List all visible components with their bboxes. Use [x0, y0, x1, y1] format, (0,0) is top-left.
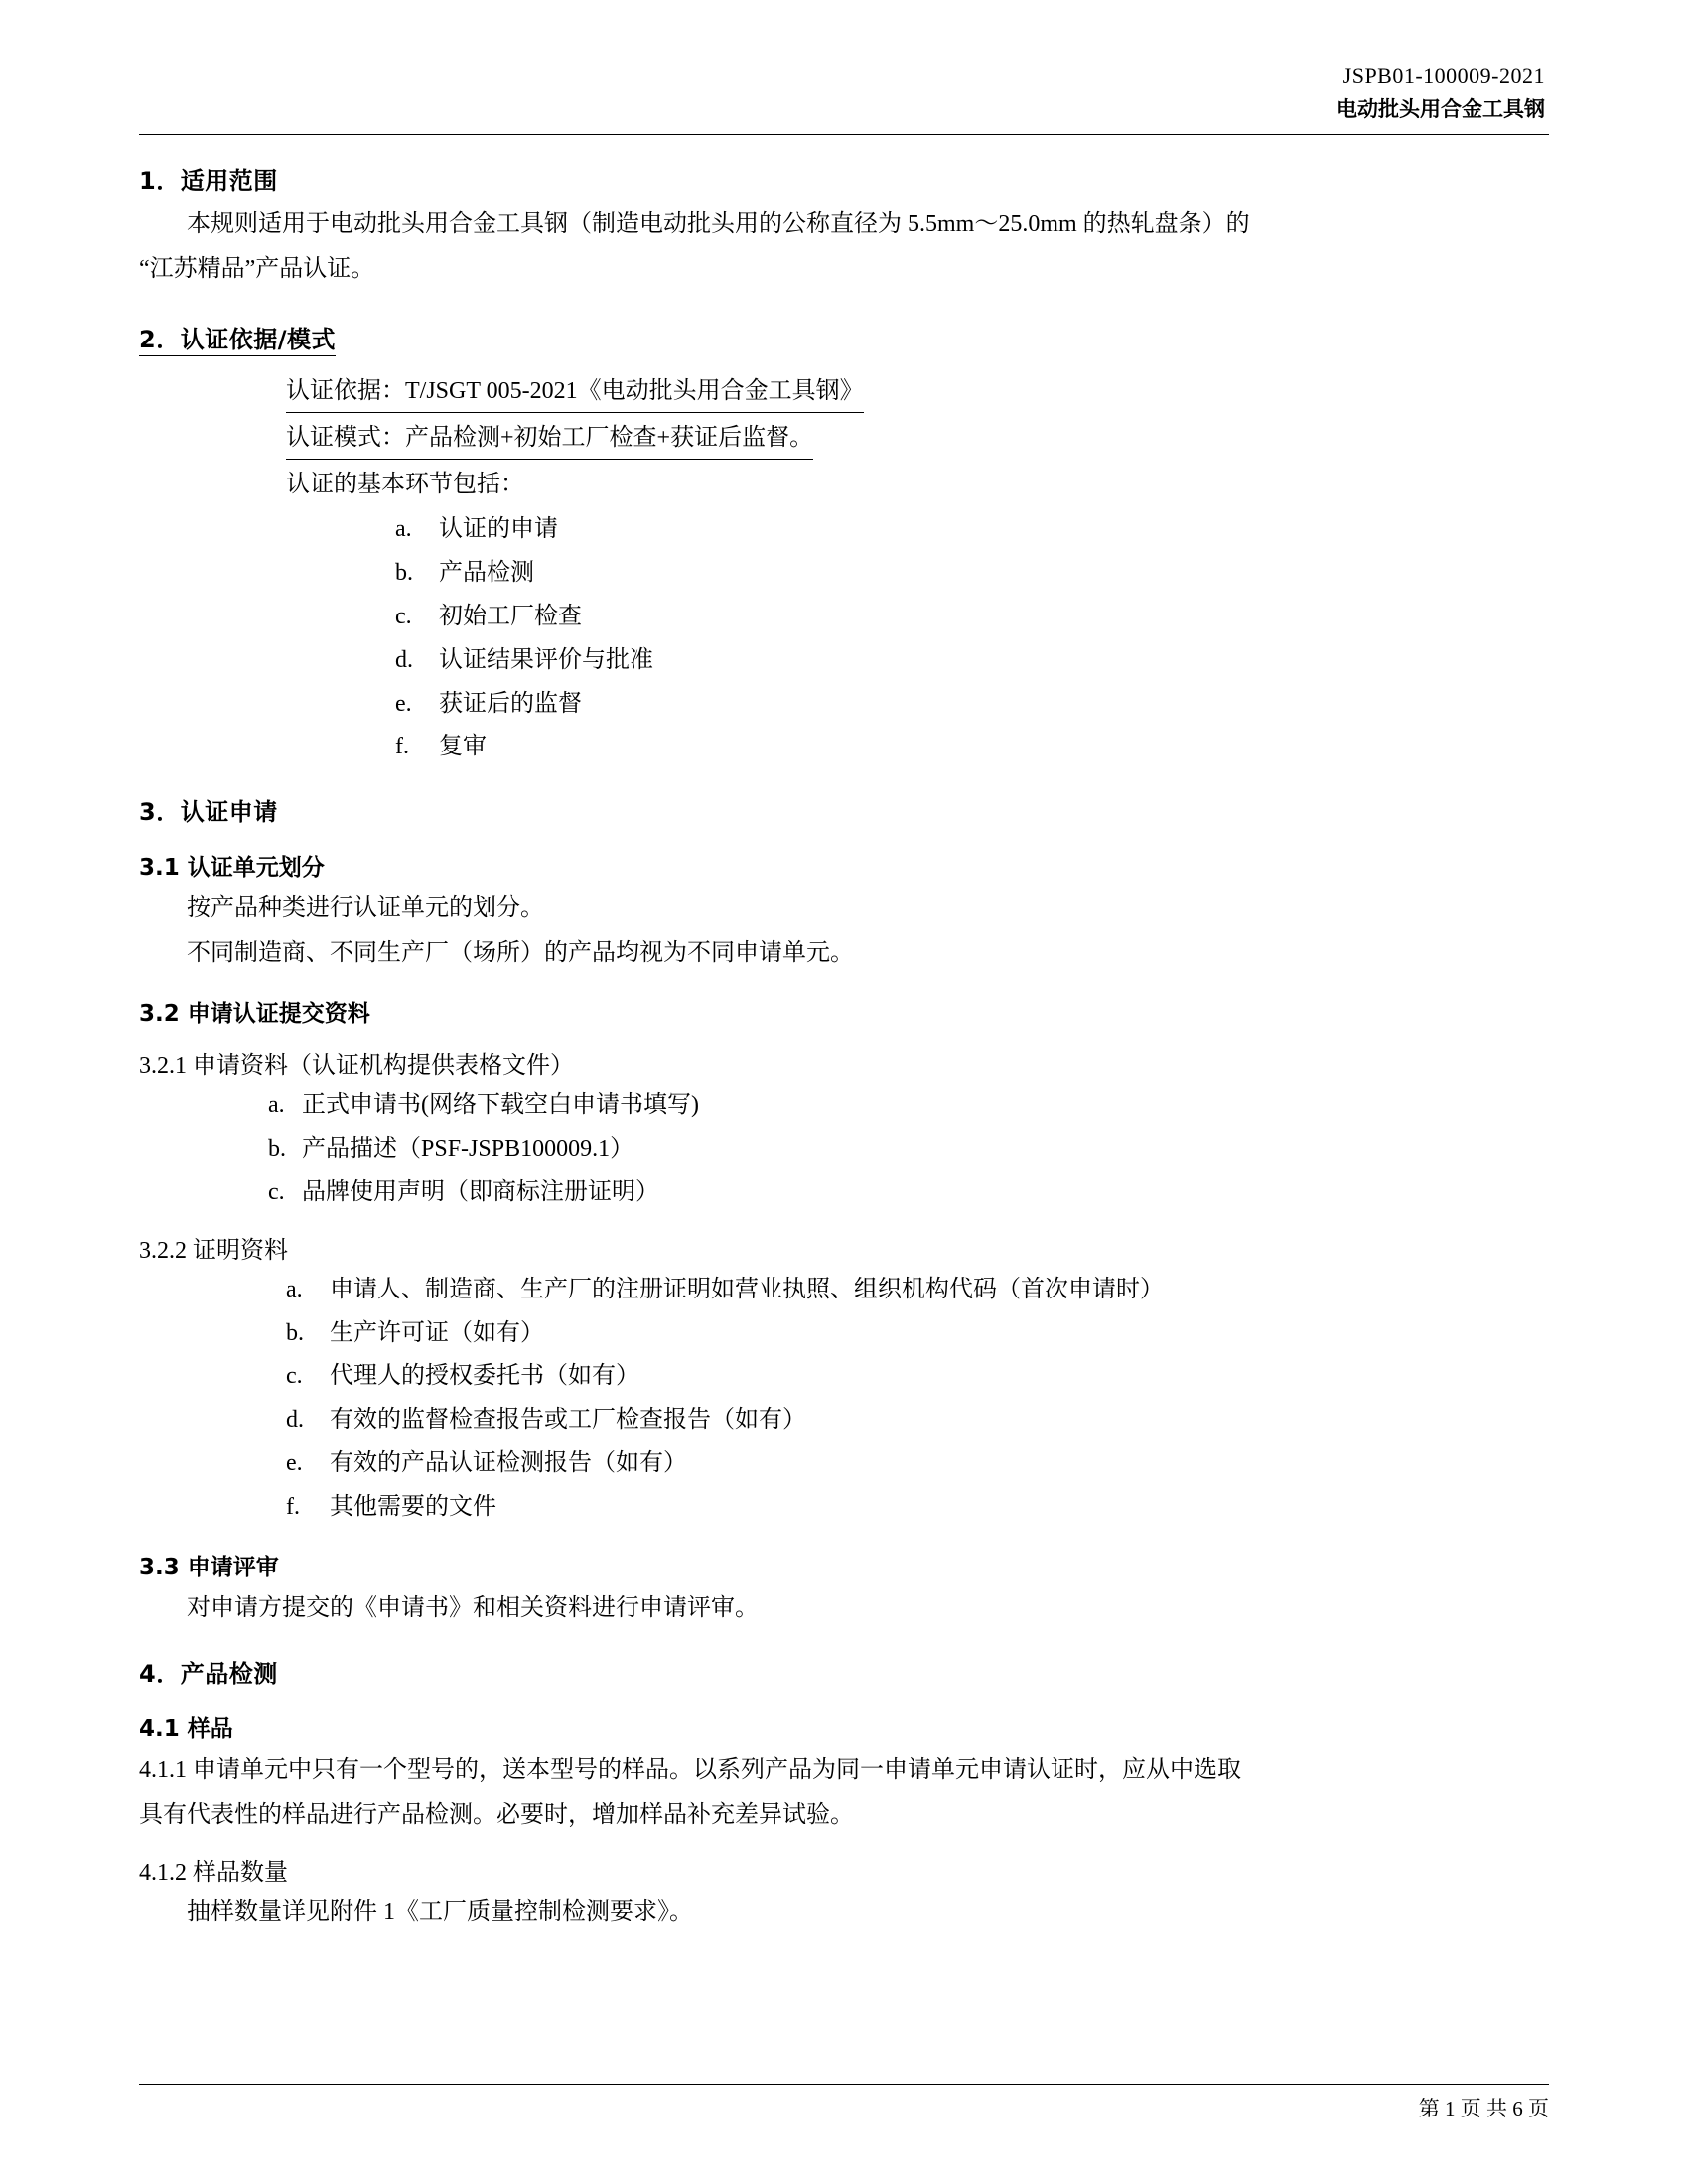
section-1-paragraph-1: 本规则适用于电动批头用合金工具钢（制造电动批头用的公称直径为 5.5mm～25.0mm 的热轧盘条）的: [187, 210, 1250, 237]
list-text: 其他需要的文件: [330, 1494, 496, 1521]
certification-basis: 认证依据：T/JSGT 005-2021《电动批头用合金工具钢》: [286, 372, 864, 413]
list-item: [268, 1130, 1549, 1168]
list-item: [268, 1173, 1549, 1212]
certification-mode-wrap: [286, 419, 1549, 460]
list-marker: c.: [268, 1178, 285, 1205]
list-marker: a.: [395, 516, 412, 543]
list-marker: f.: [286, 1494, 300, 1521]
list-text: 产品描述（PSF-JSPB100009.1）: [302, 1135, 634, 1161]
list-item: [395, 685, 1549, 724]
list-text: 认证的申请: [439, 516, 558, 543]
list-text: 代理人的授权委托书（如有）: [330, 1363, 639, 1390]
list-marker: b.: [286, 1319, 304, 1346]
list-item: [286, 1314, 1549, 1353]
list-text: 申请人、制造商、生产厂的注册证明如营业执照、组织机构代码（首次申请时）: [330, 1276, 1164, 1302]
list-marker: a.: [268, 1092, 285, 1119]
document-header: [139, 60, 1549, 126]
section-3-2-1-title: 3.2.1 申请资料（认证机构提供表格文件）: [139, 1053, 574, 1080]
section-3-2-title: 3.2 申请认证提交资料: [139, 1001, 370, 1027]
section-1-title: 1．适用范围: [139, 166, 278, 195]
list-marker: e.: [395, 690, 412, 717]
list-marker: b.: [395, 559, 413, 586]
header-divider: [139, 134, 1549, 135]
section-3-title: 3．认证申请: [139, 798, 278, 827]
list-marker: d.: [286, 1407, 304, 1433]
section-2-title-wrap: [139, 294, 1549, 366]
list-marker: b.: [268, 1135, 286, 1161]
document-code: JSPB01-100009-2021: [1342, 64, 1545, 88]
section-4-1-2-paragraph-1: 抽样数量详见附件 1《工厂质量控制检测要求》。: [187, 1898, 693, 1925]
section-3-1-title: 3.1 认证单元划分: [139, 855, 325, 882]
document-footer: [139, 2084, 1549, 2122]
section-4-1-title: 4.1 样品: [139, 1715, 233, 1742]
list-item: [286, 1401, 1549, 1439]
list-text: 有效的产品认证检测报告（如有）: [330, 1450, 687, 1477]
list-text: 初始工厂检查: [439, 603, 582, 629]
section-4-1-1-paragraph-2: 具有代表性的样品进行产品检测。必要时，增加样品补充差异试验。: [139, 1801, 854, 1828]
list-item: [395, 598, 1549, 636]
section-3-3-title: 3.3 申请评审: [139, 1554, 279, 1580]
list-item: [395, 728, 1549, 766]
list-text: 复审: [439, 734, 487, 760]
list-text: 认证结果评价与批准: [439, 646, 653, 673]
section-2-title: 2．认证依据/模式: [139, 320, 336, 356]
certification-basis-wrap: [286, 372, 1549, 413]
list-text: 产品检测: [439, 559, 534, 586]
section-3-2-2-title: 3.2.2 证明资料: [139, 1237, 288, 1264]
list-text: 正式申请书(网络下载空白申请书填写): [302, 1092, 699, 1119]
proof-materials-list: [286, 1271, 1549, 1527]
list-text: 有效的监督检查报告或工厂检查报告（如有）: [330, 1407, 806, 1433]
list-text: 品牌使用声明（即商标注册证明）: [302, 1178, 659, 1205]
list-text: 生产许可证（如有）: [330, 1319, 544, 1346]
section-4-title: 4．产品检测: [139, 1659, 278, 1688]
section-1-paragraph-2: “江苏精品”产品认证。: [139, 255, 375, 282]
certification-steps-list: [395, 510, 1549, 766]
list-marker: c.: [395, 603, 412, 629]
list-marker: a.: [286, 1276, 303, 1302]
list-item: [286, 1488, 1549, 1527]
section-4-1-1-paragraph-1: 4.1.1 申请单元中只有一个型号的，送本型号的样品。以系列产品为同一申请单元申请认证时，应从中选取: [139, 1756, 1241, 1783]
list-item: [268, 1086, 1549, 1125]
list-text: 获证后的监督: [439, 690, 582, 717]
list-item: [395, 554, 1549, 593]
section-4-1-2-title: 4.1.2 样品数量: [139, 1859, 288, 1886]
list-item: [286, 1444, 1549, 1483]
certification-mode: 认证模式：产品检测+初始工厂检查+获证后监督。: [286, 419, 813, 460]
list-item: [286, 1271, 1549, 1309]
footer-divider: [139, 2084, 1549, 2085]
page-number: 第 1 页 共 6 页: [1418, 2097, 1549, 2120]
list-item: [395, 510, 1549, 549]
list-item: [395, 641, 1549, 680]
list-marker: c.: [286, 1363, 303, 1390]
list-marker: f.: [395, 734, 409, 760]
list-item: [286, 1357, 1549, 1396]
section-3-3-paragraph-1: 对申请方提交的《申请书》和相关资料进行申请评审。: [187, 1594, 759, 1621]
application-materials-list: [268, 1086, 1549, 1212]
certification-steps-lead: 认证的基本环节包括：: [286, 472, 524, 498]
document-subtitle: 电动批头用合金工具钢: [1336, 97, 1545, 122]
section-3-1-paragraph-1: 按产品种类进行认证单元的划分。: [187, 895, 544, 922]
list-marker: e.: [286, 1450, 303, 1477]
list-marker: d.: [395, 646, 413, 673]
section-3-1-paragraph-2: 不同制造商、不同生产厂（场所）的产品均视为不同申请单元。: [187, 940, 854, 967]
